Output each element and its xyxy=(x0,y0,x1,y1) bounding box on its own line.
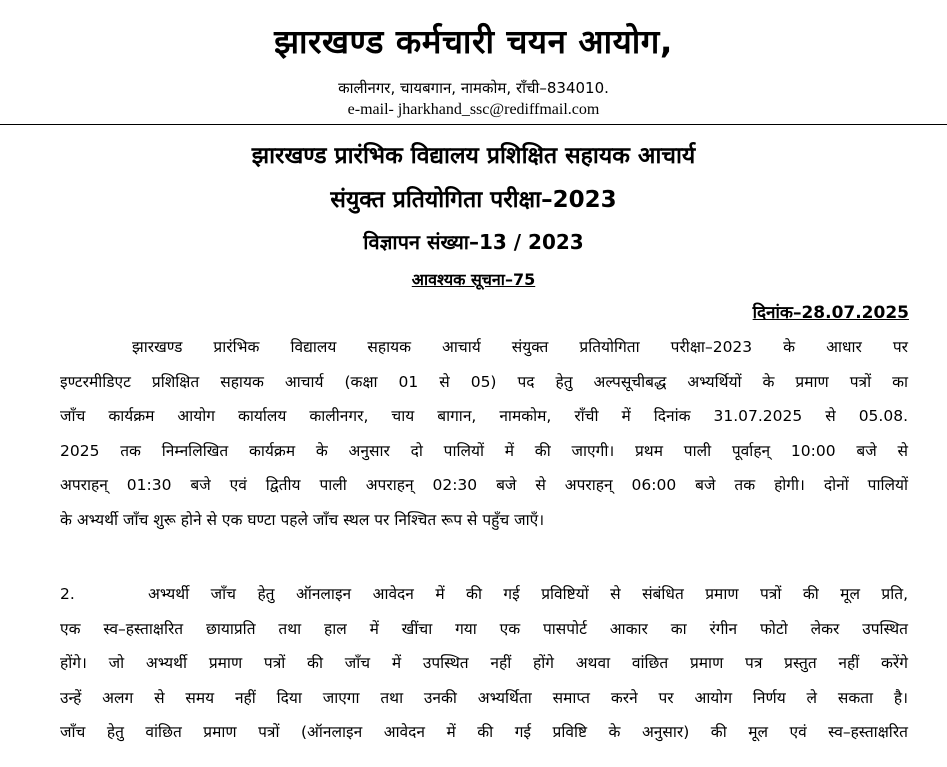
organization-address: कालीनगर, चायबगान, नामकोम, राँची–834010. xyxy=(338,79,609,97)
paragraph-1-line: अपराहन् 01:30 बजे एवं द्वितीय पाली अपराहन् 02:30 बजे से अपराहन् 06:00 बजे तक होगी। दोनों पालियों xyxy=(60,476,908,494)
organization-email: e-mail- jharkhand_ssc@rediffmail.com xyxy=(347,101,600,118)
paragraph-2-line: जाँच हेतु वांछित प्रमाण पत्रों (ऑनलाइन आवेदन में की गई प्रविष्टि के अनुसार) की मूल एवं स्व–हस्ताक्षरित xyxy=(60,723,908,741)
exam-title-line-2: संयुक्त प्रतियोगिता परीक्षा–2023 xyxy=(330,187,617,213)
header-divider xyxy=(0,124,947,125)
paragraph-1-line: 2025 तक निम्नलिखित कार्यक्रम के अनुसार दो पालियों में की जाएगी। प्रथम पाली पूर्वाहन् 10:00 बजे से xyxy=(60,441,908,460)
paragraph-2-line: उन्हें अलग से समय नहीं दिया जाएगा तथा उनकी अभ्यर्थिता समाप्त करने पर आयोग निर्णय ले सकता है। xyxy=(60,688,908,707)
paragraph-1-line: जाँच कार्यक्रम आयोग कार्यालय कालीनगर, चाय बागान, नामकोम, राँची में दिनांक 31.07.2025 से 05.08. xyxy=(60,407,908,425)
paragraph-1-line: इण्टरमीडिएट प्रशिक्षित सहायक आचार्य (कक्षा 01 से 05) पद हेतु अल्पसूचीबद्ध अभ्यर्थियों के प्रमाण पत्रों का xyxy=(60,372,908,391)
notice-number-text: आवश्यक सूचना–75 xyxy=(411,270,536,289)
paragraph-2-first-line xyxy=(60,577,908,612)
paragraph-2-number: 2. xyxy=(60,585,75,603)
advertisement-number: विज्ञापन संख्या–13 / 2023 xyxy=(363,230,584,254)
notice-date: दिनांक–28.07.2025 xyxy=(752,303,909,323)
paragraph-1 xyxy=(60,330,908,537)
organization-name: झारखण्ड कर्मचारी चयन आयोग, xyxy=(274,22,673,61)
paragraph-2-line: एक स्व–हस्ताक्षरित छायाप्रति तथा हाल में खींचा गया एक पासपोर्ट आकार का रंगीन फोटो लेकर उपस्थित xyxy=(60,619,908,638)
paragraph-2 xyxy=(60,577,908,750)
paragraph-1-line: झारखण्ड प्रारंभिक विद्यालय सहायक आचार्य संयुक्त प्रतियोगिता परीक्षा–2023 के आधार पर xyxy=(132,338,908,356)
paragraph-1-line: के अभ्यर्थी जाँच शुरू होने से एक घण्टा पहले जाँच स्थल पर निश्चित रूप से पहुँच जाएँ। xyxy=(60,510,545,529)
paragraph-2-line: अभ्यर्थी जाँच हेतु ऑनलाइन आवेदन में की गई प्रविष्टियों से संबंधित प्रमाण पत्रों की मूल प्रति, xyxy=(148,585,908,603)
exam-title-line-1: झारखण्ड प्रारंभिक विद्यालय प्रशिक्षित सहायक आचार्य xyxy=(251,143,696,169)
notice-number xyxy=(0,268,947,290)
paragraph-2-line: होंगे। जो अभ्यर्थी प्रमाण पत्रों की जाँच में उपस्थित नहीं होंगे अथवा वांछित प्रमाण पत्र प्रस्तुत नहीं करेंगे xyxy=(60,654,908,672)
